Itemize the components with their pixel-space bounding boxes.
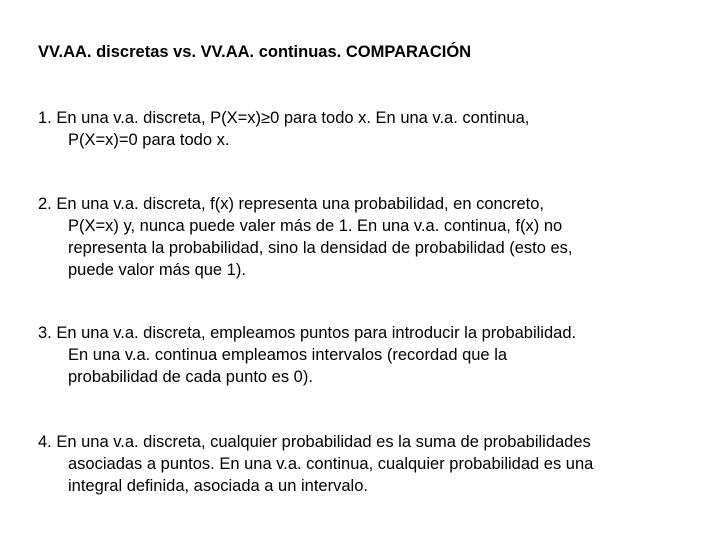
item-text-line: integral definida, asociada a un intervalo. — [68, 477, 368, 495]
item-text-line: asociadas a puntos. En una v.a. continua, cualquier probabilidad es una — [68, 455, 594, 473]
slide-title: VV.AA. discretas vs. VV.AA. continuas. COMPARACIÓN — [38, 43, 472, 61]
item-text-line: 2. En una v.a. discreta, f(x) representa una probabilidad, en concreto, — [38, 195, 544, 213]
item-text-line: En una v.a. continua empleamos intervalos (recordad que la — [68, 346, 508, 364]
comparison-item-3 — [38, 322, 678, 388]
comparison-item-1 — [38, 107, 678, 151]
item-text-line: P(X=x)=0 para todo x. — [68, 131, 230, 149]
comparison-item-2 — [38, 193, 678, 281]
item-text-line: 4. En una v.a. discreta, cualquier probabilidad es la suma de probabilidades — [38, 433, 591, 451]
item-text-line: P(X=x) y, nunca puede valer más de 1. En una v.a. continua, f(x) no — [68, 217, 563, 235]
item-text-line: 1. En una v.a. discreta, P(X=x)≥0 para todo x. En una v.a. continua, — [38, 109, 530, 127]
item-text-line: puede valor más que 1). — [68, 261, 246, 279]
item-text-line: representa la probabilidad, sino la densidad de probabilidad (esto es, — [68, 239, 573, 257]
item-text-line: 3. En una v.a. discreta, empleamos puntos para introducir la probabilidad. — [38, 324, 577, 342]
item-text-line: probabilidad de cada punto es 0). — [68, 368, 313, 386]
comparison-item-4 — [38, 431, 678, 497]
